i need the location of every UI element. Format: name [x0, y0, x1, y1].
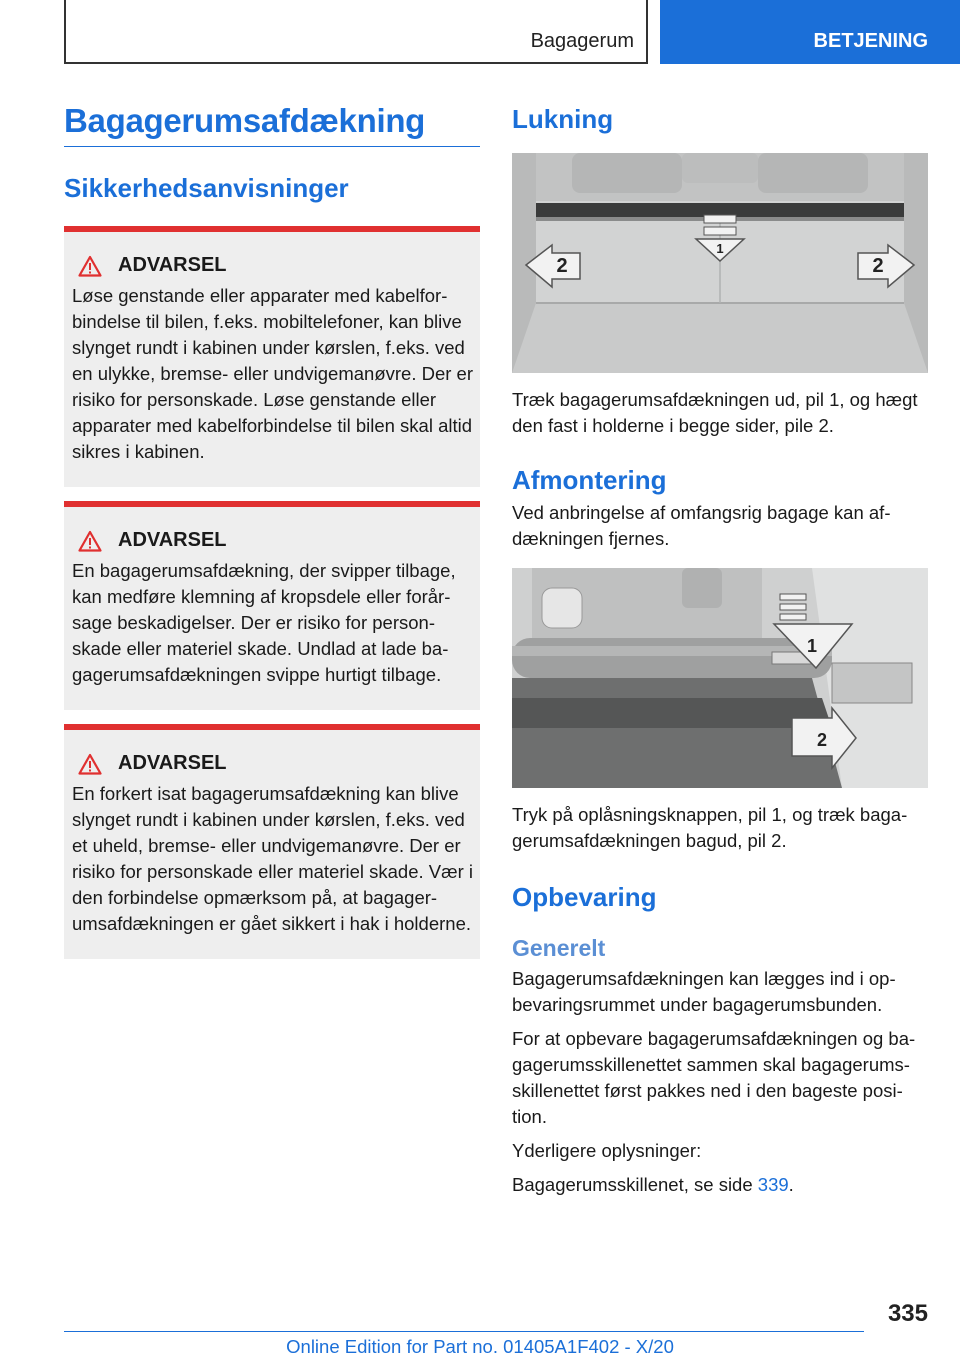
warning-label: ADVARSEL: [118, 254, 227, 276]
reference-text: Bagagerumsskillenet, se side: [512, 1174, 758, 1195]
right-column: [512, 102, 928, 1198]
warning-text: En bagagerumsafdækning, der svipper tilbage, kan medføre klemning af kropsdele eller forårsage beskadigelser. Der er risiko for personskade eller materiel skade. Undlad at lade bagagerumsafdækningen svippe hurtigt tilbage.: [72, 560, 456, 685]
footer-divider: [64, 1331, 864, 1332]
header-box: [64, 0, 648, 64]
heading-storage: Opbevaring: [512, 882, 657, 912]
warning-label: ADVARSEL: [118, 529, 227, 551]
warning-header: [78, 752, 480, 775]
heading-removal: Afmontering: [512, 465, 667, 495]
warning-header: [78, 529, 480, 552]
page-number: 335: [887, 1300, 928, 1327]
warning-triangle-icon: [78, 753, 102, 775]
page-reference-link[interactable]: 339: [757, 1174, 789, 1195]
svg-text:2: 2: [872, 255, 884, 277]
warning-box-2: [64, 501, 480, 710]
page-title: Bagagerumsafdækning: [64, 102, 480, 147]
svg-text:1: 1: [806, 636, 818, 656]
footer-edition: Online Edition for Part no. 01405A1F402 - X/20: [286, 1336, 674, 1357]
svg-text:2: 2: [556, 255, 568, 277]
closing-caption: Træk bagagerumsafdækningen ud, pil 1, og hægt den fast i holderne i begge sider, pile 2.: [512, 389, 918, 436]
svg-text:2: 2: [816, 730, 828, 750]
removal-caption: Tryk på oplåsningsknappen, pil 1, og træk bagagerumsafdækningen bagud, pil 2.: [512, 804, 908, 851]
heading-general: Generelt: [512, 935, 606, 961]
warning-label: ADVARSEL: [118, 752, 227, 774]
heading-closing: Lukning: [512, 104, 614, 134]
section-subtitle: Sikkerhedsanvisninger: [64, 173, 349, 203]
warning-triangle-icon: [78, 255, 102, 277]
storage-paragraph-3: Yderligere oplysninger:: [512, 1140, 702, 1161]
warning-triangle-icon: [78, 530, 102, 552]
warning-box-3: [64, 724, 480, 959]
header-chapter: BETJENING: [660, 0, 960, 64]
svg-text:1: 1: [716, 241, 724, 256]
storage-paragraph-2: For at opbevare bagagerumsafdækningen og bagagerumsskillenettet sammen skal bagagerumsskillenettet først pakkes ned i den bageste position.: [512, 1028, 916, 1127]
warning-text: Løse genstande eller apparater med kabelforbindelse til bilen, f.eks. mobiltelefoner, kan blive slynget rundt i kabinen under kørslen, f.eks. ved en ulykke, bremse- eller undvigemanøvre. Der er risiko for personskade. Løse genstande eller apparater med kabelforbindelse til bilen skal altid sikres i kabinen.: [72, 285, 473, 462]
warning-box-1: [64, 226, 480, 487]
storage-reference: [512, 1172, 928, 1198]
removal-intro: Ved anbringelse af omfangsrig bagage kan afdækningen fjernes.: [512, 502, 891, 549]
storage-paragraph-1: Bagagerumsafdækningen kan lægges ind i opbevaringsrummet under bagagerumsbunden.: [512, 968, 896, 1015]
reference-end: .: [788, 1174, 794, 1195]
warning-text: En forkert isat bagagerumsafdækning kan blive slynget rundt i kabinen under kørslen, f.eks. ved et uheld, bremse- eller undvigemanøvre. Der er risiko for personskade eller materiel skade. Vær i den forbindelse opmærksom på, at bagagerumsafdækningen er gået sikkert i hak i holderne.: [72, 783, 473, 934]
warning-header: [78, 254, 480, 277]
cargo-cover-closing-illustration: [512, 153, 928, 373]
cargo-cover-removal-illustration: [512, 568, 928, 788]
left-column: [64, 102, 480, 959]
header-section: Bagagerum: [530, 30, 634, 52]
